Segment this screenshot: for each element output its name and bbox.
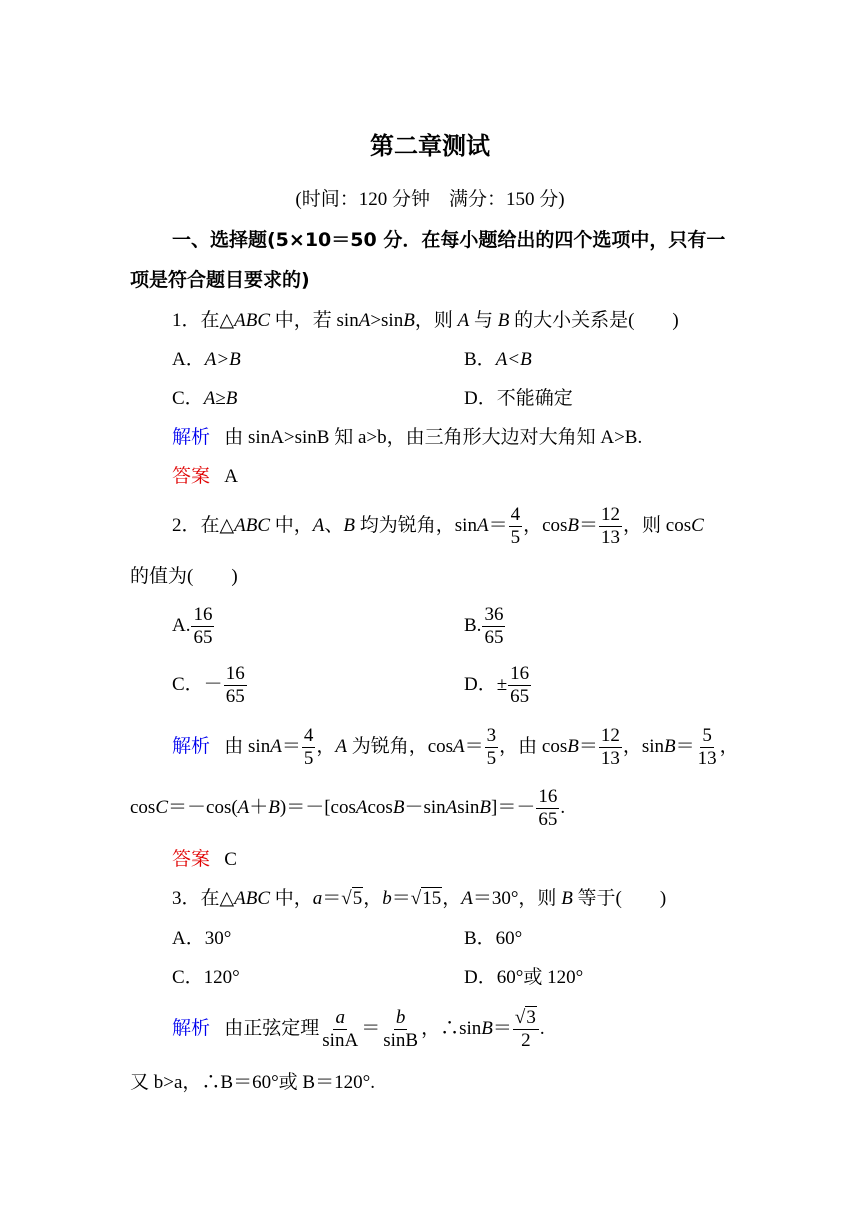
exam-info: (时间：120 分钟 满分：150 分): [295, 189, 565, 210]
answer-label: 答案: [172, 849, 211, 870]
question-1-option-c: C．A≥B: [172, 388, 238, 409]
analysis-label: 解析: [172, 427, 211, 448]
question-3-option-b: B．60°: [464, 928, 523, 949]
analysis-label: 解析: [172, 1017, 211, 1039]
question-3-analysis-line2: 又 b>a，∴B＝60°或 B＝120°.: [130, 1072, 375, 1093]
question-1-answer: 答案 A: [172, 466, 238, 487]
sqrt-symbol: √15: [410, 888, 442, 909]
question-2-option-c: C．－ $\frac{16}{65}$: [172, 663, 245, 707]
analysis-label: 解析: [172, 735, 211, 757]
question-3-analysis: 解析 由正弦定理 $\frac{a}{\sin A}$ ＝ $\frac{b}{\sin B}$ ，∴sinB＝ $\frac{√3}{2}$ .: [172, 1007, 545, 1051]
question-2-stem: 2．在△ABC 中，A、B 均为锐角，sinA＝ $\frac{4}{5}$ ，cosB＝ $\frac{12}{13}$ ，则 cosC: [172, 504, 704, 548]
question-2-option-a: A. $\frac{16}{65}$: [172, 604, 213, 648]
question-1-option-b: B．A<B: [464, 349, 532, 370]
question-3-option-d: D．60°或 120°: [464, 967, 584, 988]
question-2-stem-line2: 的值为( ): [130, 566, 238, 587]
question-1-option-d: D．不能确定: [464, 388, 573, 409]
question-1-analysis: 解析 由 sinA>sinB 知 a>b，由三角形大边对大角知 A>B.: [172, 427, 643, 448]
question-1-stem: 1．在△ABC 中，若 sinA>sinB，则 A 与 B 的大小关系是( ): [172, 310, 679, 331]
section-heading-line2: 项是符合题目要求的): [130, 269, 310, 291]
question-3-option-c: C．120°: [172, 967, 240, 988]
question-2-option-b: B. $\frac{36}{65}$: [464, 604, 504, 648]
question-1-option-a: A．A>B: [172, 349, 241, 370]
section-heading-line1: 一、选择题(5×10＝50 分．在每小题给出的四个选项中，只有一: [172, 229, 726, 251]
sqrt-symbol: √3: [514, 1007, 536, 1028]
question-3-stem: 3．在△ABC 中，a＝√5，b＝√15，A＝30°，则 B 等于( ): [172, 888, 667, 909]
sqrt-symbol: √5: [341, 888, 363, 909]
answer-label: 答案: [172, 466, 211, 487]
page-title: 第二章测试: [370, 132, 490, 160]
question-2-analysis: 解析 由 sinA＝ $\frac{4}{5}$ ，A 为锐角，cosA＝ $\frac{3}{5}$ ，由 cosB＝ $\frac{12}{13}$ ，sinB＝ $\frac{5}{13}$ ，: [172, 725, 739, 769]
question-3-option-a: A．30°: [172, 928, 232, 949]
question-2-answer: 答案 C: [172, 849, 237, 870]
question-2-analysis-line2: cosC＝－cos(A＋B)＝－[cosAcosB－sinAsinB]＝－ $\frac{16}{65}$ .: [130, 786, 566, 830]
question-2-option-d: D．± $\frac{16}{65}$: [464, 663, 530, 707]
